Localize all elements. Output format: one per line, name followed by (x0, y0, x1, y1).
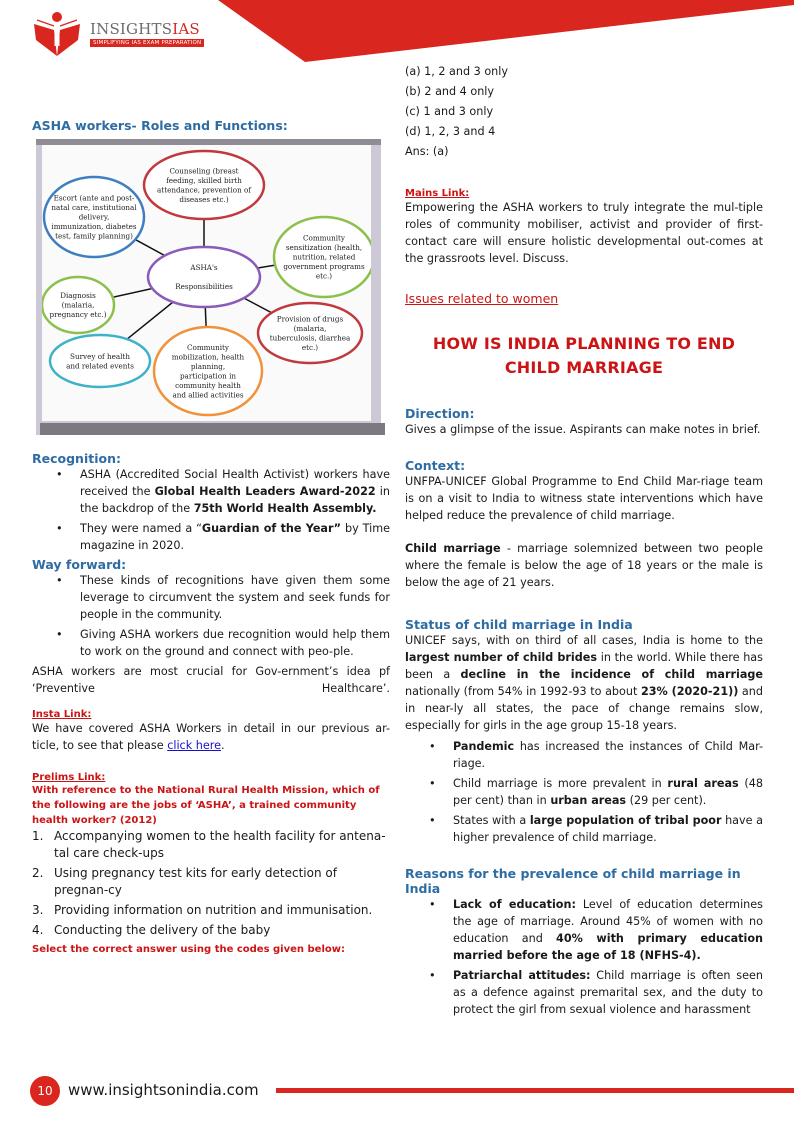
diagram-node-text: Escort (ante and post- (53, 193, 135, 203)
logo-tagline: SIMPLIFYING IAS EXAM PREPARATION (90, 39, 204, 47)
direction-text: Gives a glimpse of the issue. Aspirants can make notes in brief. (405, 423, 761, 436)
banner-red-shape (218, 0, 794, 62)
answer: Ans: (a) (405, 145, 449, 158)
list-item: 4. Conducting the delivery of the baby (32, 923, 271, 937)
way-forward-heading: Way forward: (32, 557, 127, 572)
diagram-node-text: etc.) (301, 342, 319, 352)
diagram-node-text: and allied activities (172, 390, 244, 400)
diagram-node-provision-of-drugs (258, 303, 362, 363)
mains-link-label: Mains Link: (405, 188, 470, 199)
logo (32, 10, 204, 56)
option-d: (d) 1, 2, 3 and 4 (405, 125, 496, 138)
reasons-list (405, 896, 763, 1018)
diagram-node-community-mobilization (154, 327, 262, 415)
status-heading: Status of child marriage in India (405, 617, 633, 632)
left-column (32, 118, 390, 957)
diagram-node-text: Diagnosis (60, 291, 96, 300)
way-forward-list (32, 572, 390, 660)
diagram-node-text: mobilization, health (171, 352, 245, 362)
diagram-node-text: natal care, institutional (51, 203, 137, 212)
insta-link-text: We have covered ASHA Workers in detail in our previous ar-ticle, to see that please click here. (32, 722, 390, 752)
context-heading: Context: (405, 458, 466, 473)
diagram-node-escort (44, 177, 144, 257)
diagram-node-text: attendance, prevention of (157, 185, 251, 195)
mains-question: Empowering the ASHA workers to truly integrate the mul-tiple roles of community mobiliser, activist and provider of first-contact care will ensure holistic developmental out-comes at the grassroots level. Discuss. (405, 201, 763, 265)
diagram-node-text: government programs (283, 262, 365, 271)
list-item: • Patriarchal attitudes: Child marriage is often seen as a defence against premarital sex, and the duty to protect the girl from sexual violence and harassment (429, 967, 763, 1018)
diagram-node-text: diseases etc.) (179, 194, 229, 204)
diagram-node-text: Provision of drugs (276, 314, 344, 324)
status-list (405, 738, 763, 846)
reasons-heading: Reasons for the prevalence of child marriage in India (405, 866, 741, 896)
prelims-link-label: Prelims Link: (32, 772, 106, 783)
asha-responsibilities-diagram (36, 139, 381, 435)
option-a: (a) 1, 2 and 3 only (405, 65, 509, 78)
list-item: • Child marriage is more prevalent in rural areas (48 per cent) than in urban areas (29 per cent). (429, 775, 763, 809)
diagram-node-center (148, 247, 260, 307)
footer-red-bar (276, 1088, 794, 1093)
diagram-node-text: Community (303, 233, 345, 243)
diagram-node-text: sensitization (health, (285, 243, 363, 252)
diagram-node-text: test, family planning) (55, 231, 133, 241)
list-item: 2. Using pregnancy test kits for early detection of pregnan-cy (32, 866, 337, 897)
asha-roles-heading: ASHA workers- Roles and Functions: (32, 118, 288, 133)
logo-title: INSIGHTSIAS (90, 19, 200, 38)
diagram-node-text: Responsibilities (175, 282, 233, 291)
recognition-heading: Recognition: (32, 451, 121, 466)
status-paragraph: UNICEF says, with on third of all cases, India is home to the largest number of child brides in the world. While there has been a decline in the incidence of child marriage nationally (from 54% in 1992-93 to about 23% (2020-21)) and in near-ly all states, the pace of change remains slow, especially for girls in the age group 15-18 years. (405, 634, 763, 732)
diagram-svg (42, 145, 371, 421)
diagram-node-counseling (144, 151, 264, 219)
context-text: UNFPA-UNICEF Global Programme to End Child Mar-riage team is on a visit to India to witness state interventions which have helped reduce the prevalence of child marriage. (405, 475, 763, 522)
diagram-node-text: (malaria, (61, 300, 95, 310)
diagram-node-text: planning, (190, 361, 226, 371)
diagram-node-text: nutrition, related (292, 252, 356, 262)
diagram-node-survey (50, 335, 150, 387)
list-item: • States with a large population of tribal poor have a higher prevalence of child marriage. (429, 812, 763, 846)
select-instruction: Select the correct answer using the codes given below: (32, 944, 345, 955)
issues-category: Issues related to women (405, 291, 559, 306)
list-item: • Giving ASHA workers due recognition would help them to work on the ground and connect with peo-ple. (56, 626, 390, 660)
list-item: • Pandemic has increased the instances of Child Mar-riage. (429, 738, 763, 772)
diagram-node-text: Community (187, 342, 229, 352)
diagram-node-text: ASHA's (190, 263, 218, 272)
diagram-node-text: community health (175, 380, 241, 390)
diagram-node-text: feeding, skilled birth (166, 175, 242, 185)
right-column (405, 62, 763, 1021)
diagram-node-diagnosis (42, 277, 114, 333)
diagram-node-text: delivery, (78, 212, 110, 222)
diagram-node-text: participation in (179, 371, 237, 381)
click-here-link[interactable]: click here (167, 739, 221, 752)
option-c: (c) 1 and 3 only (405, 105, 494, 118)
list-item: • They were named a “Guardian of the Year” by Time magazine in 2020. (56, 520, 390, 554)
diagram-node-text: Survey of health (70, 351, 130, 361)
diagram-node-text: (malaria, (293, 323, 327, 333)
direction-heading: Direction: (405, 406, 475, 421)
article-title: HOW IS INDIA PLANNING TO END CHILD MARRIAGE (432, 334, 736, 377)
prelims-question: With reference to the National Rural Health Mission, which of the following are the jobs of ‘ASHA’, a trained community health worker? (2012) (32, 785, 380, 826)
diagram-node-community-sensitization (274, 217, 371, 297)
diagram-node-text: and related events (66, 361, 134, 371)
option-b: (b) 2 and 4 only (405, 85, 495, 98)
book-person-logo-icon (32, 10, 88, 56)
diagram-node-text: pregnancy etc.) (49, 310, 107, 319)
diagram-node-text: etc.) (315, 271, 333, 281)
diagram-node-text: tuberculosis, diarrhea (269, 333, 351, 343)
list-item: 1. Accompanying women to the health facility for antena-tal care check-ups (32, 829, 386, 860)
child-marriage-definition: Child marriage - marriage solemnized between two people where the female is below the age of 18 years or the male is below the age of 21 years. (405, 542, 763, 589)
list-item: • These kinds of recognitions have given them some leverage to circumvent the system and seek funds for people in the community. (56, 572, 390, 623)
prelims-options-list (32, 828, 390, 939)
page-number: 10 (30, 1076, 60, 1106)
diagram-node-text: Counseling (breast (169, 166, 239, 176)
list-item: 3. Providing information on nutrition and immunisation. (32, 903, 373, 917)
website-link[interactable]: www.insightsonindia.com (68, 1081, 259, 1099)
answer-options (405, 62, 763, 162)
crucial-paragraph: ASHA workers are most crucial for Gov-ernment’s idea pf ‘Preventive Healthcare’. (32, 665, 390, 695)
list-item: • ASHA (Accredited Social Health Activist) workers have received the Global Health Leaders Award-2022 in the backdrop of the 75th World Health Assembly. (56, 466, 390, 517)
diagram-node-text: immunization, diabetes (51, 222, 137, 231)
insta-link-label: Insta Link: (32, 709, 92, 720)
footer (30, 1076, 794, 1106)
recognition-list (32, 466, 390, 554)
list-item: • Lack of education: Level of education determines the age of marriage. Around 45% of women with no education and 40% with primary education married before the age of 18 (NFHS-4). (429, 896, 763, 964)
